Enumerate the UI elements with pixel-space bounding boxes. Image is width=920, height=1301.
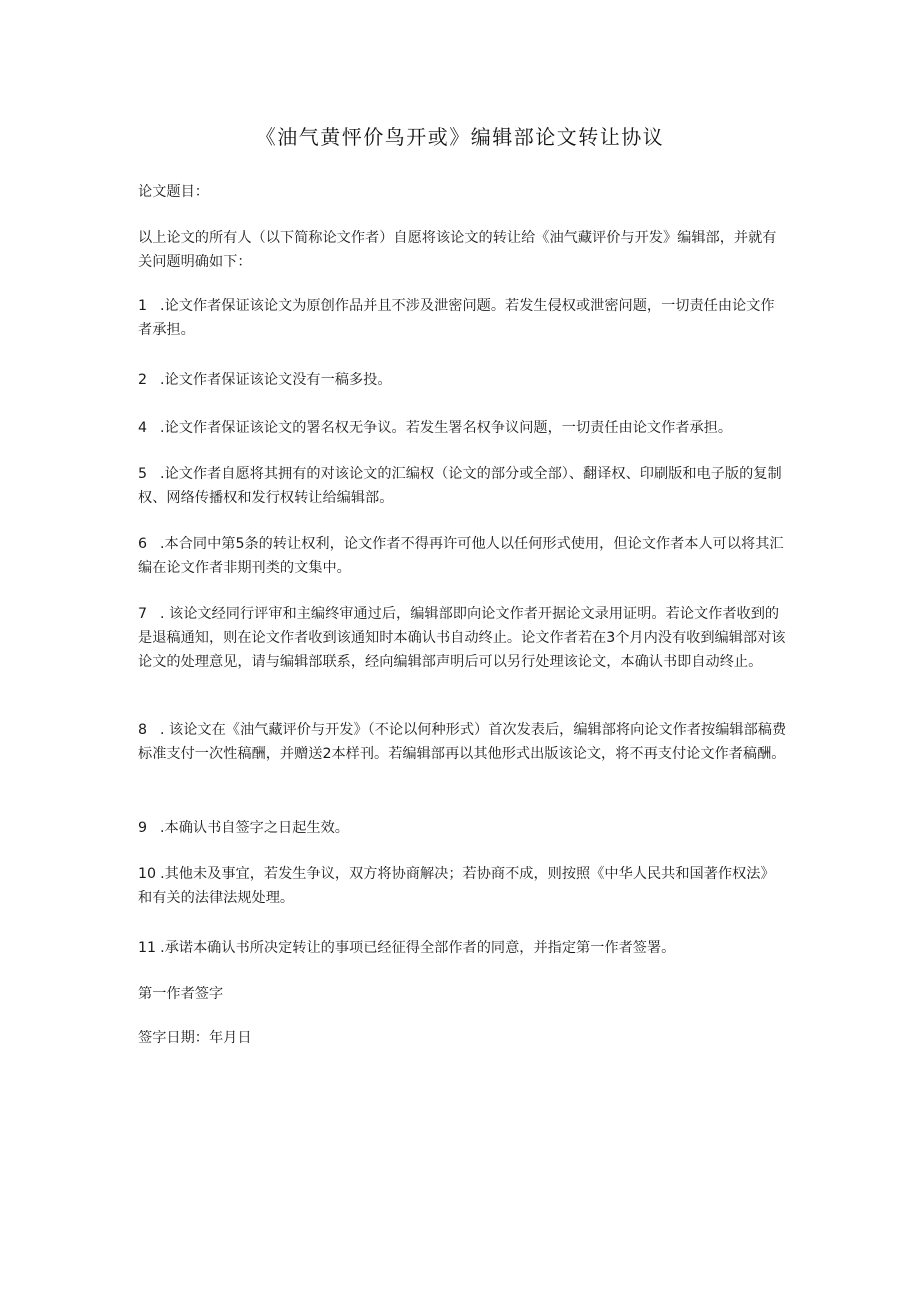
clause-text: .论文作者保证该论文为原创作品并且不涉及泄密问题。若发生侵权或泄密问题，一切责任由论文作者承担。 xyxy=(138,298,775,338)
clause-text: .论文作者自愿将其拥有的对该论文的汇编权（论文的部分或全部）、翻译权、印刷版和电子版的复制权、网络传播权和发行权转让给编辑部。 xyxy=(138,466,782,506)
clause-7 xyxy=(138,602,788,674)
clause-text: .本确认书自签字之日起生效。 xyxy=(160,820,349,836)
clause-text: .本合同中第5条的转让权利，论文作者不得再许可他人以任何形式使用，但论文作者本人可以将其汇编在论文作者非期刊类的文集中。 xyxy=(138,536,784,576)
clause-number: 10 xyxy=(138,866,157,882)
clause-11 xyxy=(138,936,788,960)
clause-text: .承诺本确认书所决定转让的事项已经征得全部作者的同意，并指定第一作者签署。 xyxy=(160,940,676,956)
signature-label: 第一作者签字 xyxy=(138,986,224,1002)
clause-5 xyxy=(138,462,788,510)
clause-number: 8 xyxy=(138,722,148,738)
clause-6 xyxy=(138,532,788,580)
intro-paragraph: 以上论文的所有人（以下简称论文作者）自愿将该论文的转让给《油气藏评价与开发》编辑部，并就有关问题明确如下： xyxy=(138,230,777,270)
clause-4 xyxy=(138,416,788,440)
clause-text: . 该论文在《油气藏评价与开发》（不论以何种形式）首次发表后，编辑部将向论文作者按编辑部稿费标准支付一次性稿酬，并赠送2本样刊。若编辑部再以其他形式出版该论文，将不再支付论文作者稿酬。 xyxy=(138,722,787,762)
clause-text: .论文作者保证该论文的署名权无争议。若发生署名权争议问题，一切责任由论文作者承担。 xyxy=(160,420,733,436)
clause-9 xyxy=(138,816,788,840)
clause-10 xyxy=(138,862,788,910)
clause-text: .论文作者保证该论文没有一稿多投。 xyxy=(160,372,392,388)
clause-number: 6 xyxy=(138,536,148,552)
subject-label: 论文题目： xyxy=(138,184,209,200)
clause-number: 4 xyxy=(138,420,148,436)
page-title: 《油气黄怦价鸟开或》编辑部论文转让协议 xyxy=(255,125,665,149)
clause-text: .其他未及事宜，若发生争议，双方将协商解决；若协商不成，则按照《中华人民共和国著作权法》和有关的法律法规处理。 xyxy=(138,866,775,906)
clause-number: 2 xyxy=(138,372,148,388)
signature-date-label: 签字日期：年月日 xyxy=(138,1030,252,1046)
clause-1 xyxy=(138,294,788,342)
clause-number: 11 xyxy=(138,940,157,956)
clause-number: 1 xyxy=(138,298,148,314)
clause-2 xyxy=(138,368,788,392)
clause-number: 5 xyxy=(138,466,148,482)
clause-8 xyxy=(138,718,788,766)
clause-number: 9 xyxy=(138,820,148,836)
clause-text: . 该论文经同行评审和主编终审通过后，编辑部即向论文作者开据论文录用证明。若论文作者收到的是退稿通知，则在论文作者收到该通知时本确认书自动终止。论文作者若在3个月内没有收到编辑部对该论文的处理意见，请与编辑部联系，经向编辑部声明后可以另行处理该论文，本确认书即自动终止。 xyxy=(138,606,786,670)
clause-number: 7 xyxy=(138,606,148,622)
